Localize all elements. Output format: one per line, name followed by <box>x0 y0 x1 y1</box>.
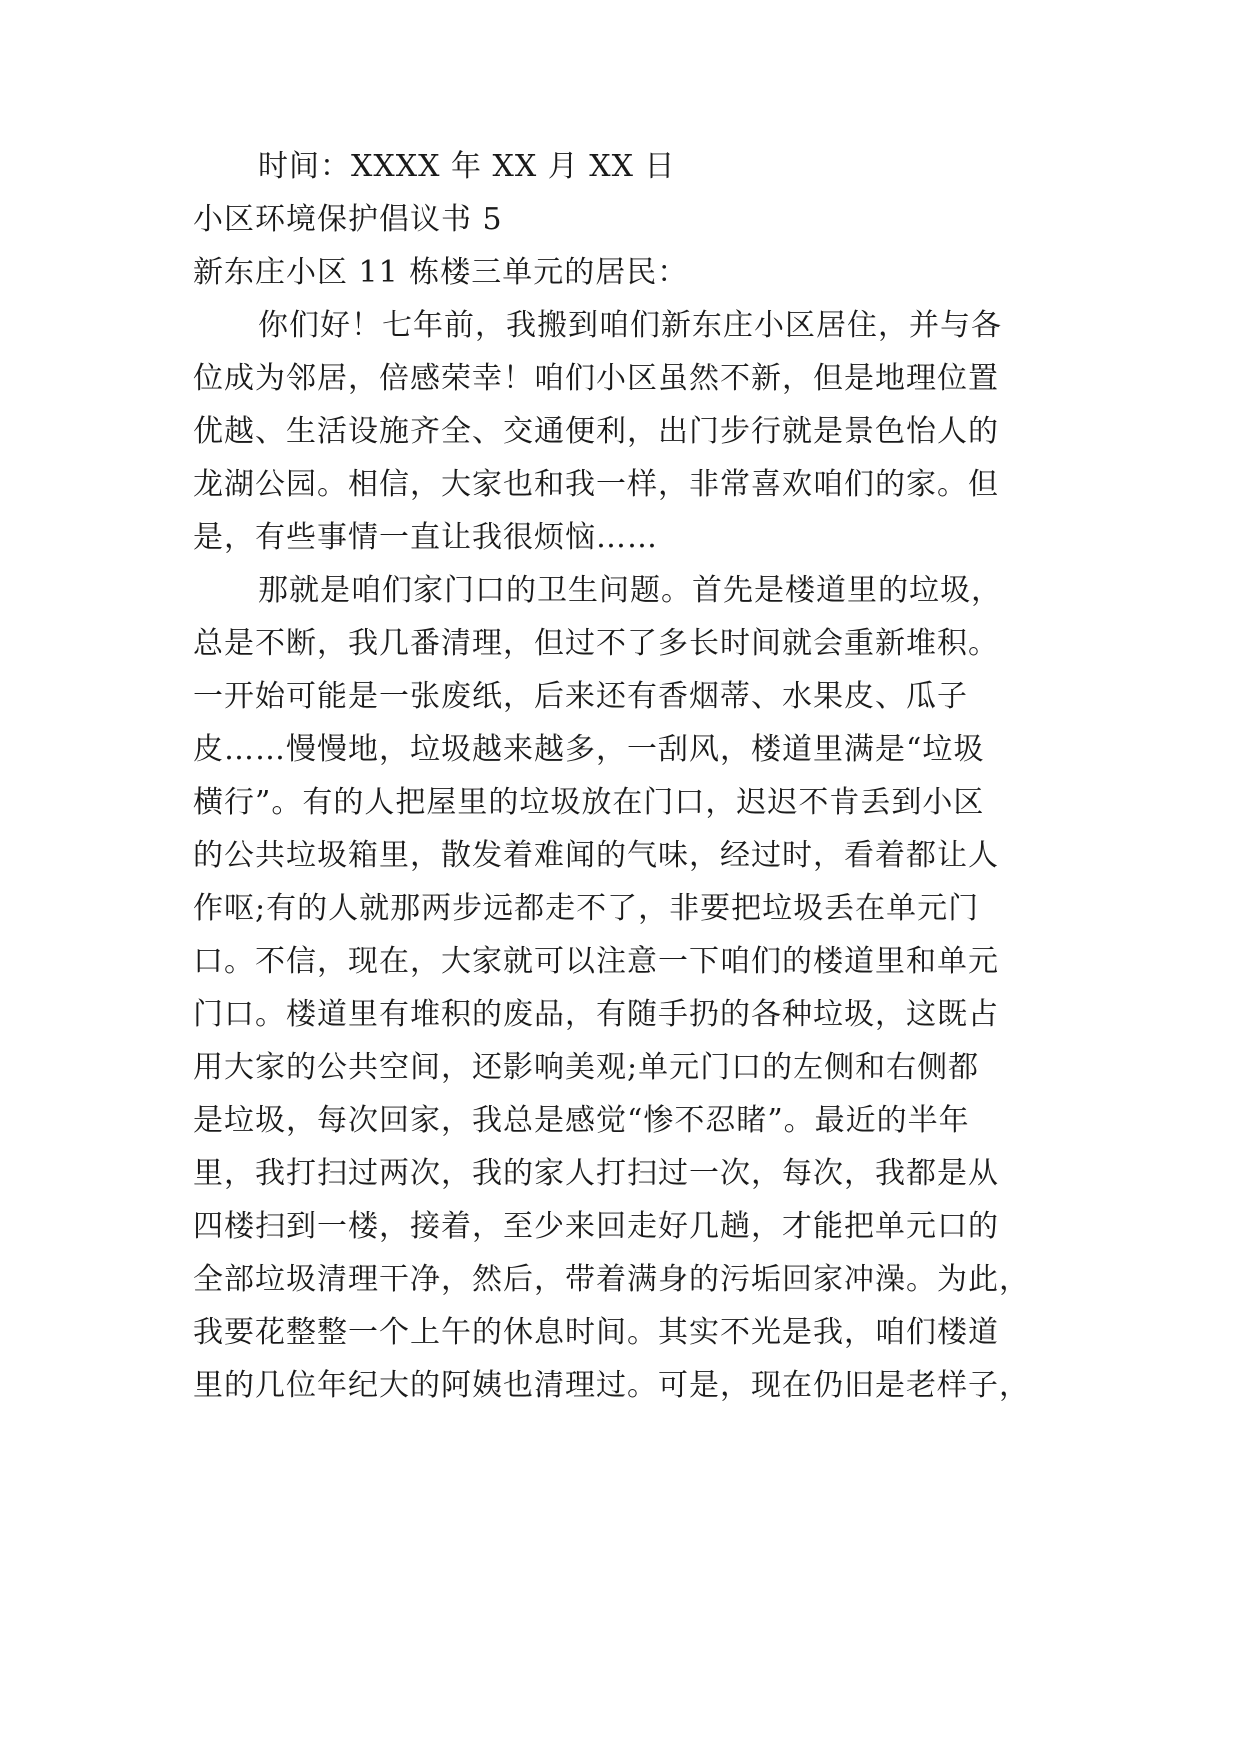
text-line: 里的几位年纪大的阿姨也清理过。可是，现在仍旧是老样子， <box>193 1368 1030 1403</box>
text-line: 门口。楼道里有堆积的废品，有随手扔的各种垃圾，这既占 <box>193 997 999 1032</box>
text-line: 皮……慢慢地，垃圾越来越多，一刮风，楼道里满是“垃圾 <box>193 732 985 767</box>
text-line: 一开始可能是一张废纸，后来还有香烟蒂、水果皮、瓜子 <box>193 679 968 714</box>
text-line: 用大家的公共空间，还影响美观;单元门口的左侧和右侧都 <box>193 1050 980 1085</box>
text-line: 横行”。有的人把屋里的垃圾放在门口，迟迟不肯丢到小区 <box>193 785 985 820</box>
date-line: 时间：XXXX 年 XX 月 XX 日 <box>258 149 676 184</box>
text-line: 是垃圾，每次回家，我总是感觉“惨不忍睹”。最近的半年 <box>193 1103 970 1138</box>
text-line: 是，有些事情一直让我很烦恼…… <box>193 520 658 555</box>
text-line: 作呕;有的人就那两步远都走不了，非要把垃圾丢在单元门 <box>193 891 980 926</box>
text-line: 我要花整整一个上午的休息时间。其实不光是我，咱们楼道 <box>193 1315 999 1350</box>
salutation-line: 新东庄小区 11 栋楼三单元的居民： <box>193 255 689 290</box>
text-line: 总是不断，我几番清理，但过不了多长时间就会重新堆积。 <box>193 626 999 661</box>
text-line: 的公共垃圾箱里，散发着难闻的气味，经过时，看着都让人 <box>193 838 999 873</box>
text-line: 你们好！七年前，我搬到咱们新东庄小区居住，并与各 <box>258 308 1002 343</box>
text-line: 全部垃圾清理干净，然后，带着满身的污垢回家冲澡。为此， <box>193 1262 1030 1297</box>
heading-line: 小区环境保护倡议书 5 <box>193 202 503 237</box>
text-line: 四楼扫到一楼，接着，至少来回走好几趟，才能把单元口的 <box>193 1209 999 1244</box>
text-line: 优越、生活设施齐全、交通便利，出门步行就是景色怡人的 <box>193 414 999 449</box>
text-line: 里，我打扫过两次，我的家人打扫过一次，每次，我都是从 <box>193 1156 999 1191</box>
text-line: 那就是咱们家门口的卫生问题。首先是楼道里的垃圾， <box>258 573 1002 608</box>
text-line: 位成为邻居，倍感荣幸！咱们小区虽然不新，但是地理位置 <box>193 361 999 396</box>
text-line: 龙湖公园。相信，大家也和我一样，非常喜欢咱们的家。但 <box>193 467 999 502</box>
text-line: 口。不信，现在，大家就可以注意一下咱们的楼道里和单元 <box>193 944 999 979</box>
